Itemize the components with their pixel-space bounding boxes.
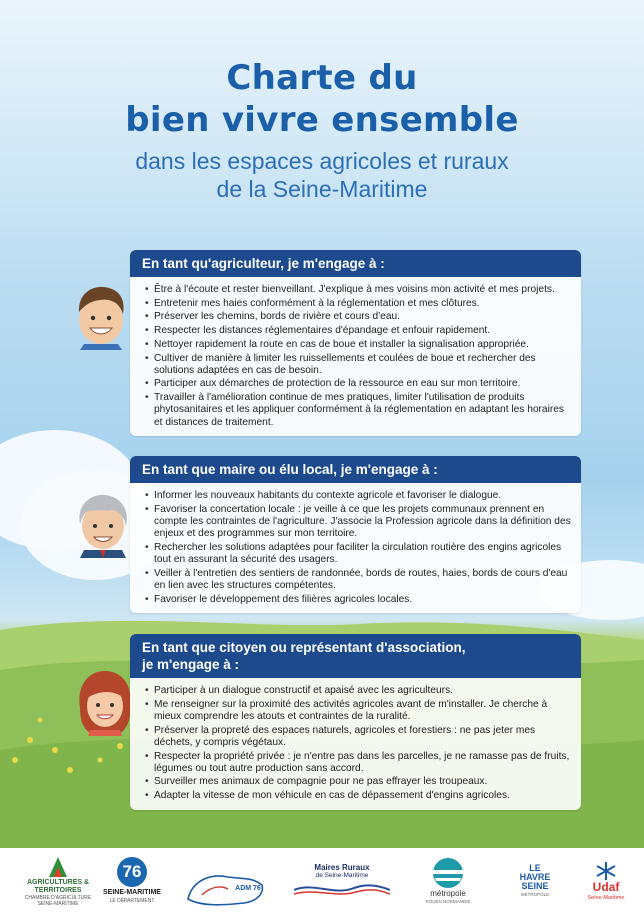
list-item: • Veiller à l'entretien des sentiers de randonnée, bords de routes, haies, bords de cours d'eau en lien avec les structures compétentes. <box>154 568 571 592</box>
farmer-section-heading: En tant qu'agriculteur, je m'engage à : <box>130 250 581 277</box>
list-item: • Respecter la propriété privée : je n'entre pas dans les parcelles, je ne ramasse pas de fruits, légumes ou tout autre production sans accord. <box>154 751 571 775</box>
page-title-line2: bien vivre ensemble <box>125 100 519 140</box>
adm76-logo <box>178 848 278 914</box>
adm-logo-text: ADM 76 <box>235 885 261 892</box>
agriculture-leaf-icon <box>45 855 71 879</box>
maires-logo-text: Maires Ruraux <box>314 863 370 872</box>
mayor-commitments-box <box>130 456 581 613</box>
partner-logos-bar <box>0 848 644 917</box>
farmer-commitments-box <box>130 250 581 436</box>
havre-logo-line3: SEINE <box>521 880 549 891</box>
mayor-section-heading: En tant que maire ou élu local, je m'engage à : <box>130 456 581 483</box>
list-item: • Être à l'écoute et rester bienveillant. J'explique à mes voisins mon activité et mes projets. <box>154 284 571 296</box>
list-item: • Participer à un dialogue constructif et apaisé avec les agriculteurs. <box>154 685 571 697</box>
citizen-avatar-icon <box>74 668 136 736</box>
havre-logo-line2: HAVRE <box>519 871 551 882</box>
metro-logo-text: métropole <box>430 889 466 898</box>
sm-number-badge: 76 <box>117 857 147 887</box>
list-item: • Me renseigner sur la proximité des activités agricoles avant de m'installer. Je cherche à mieux comprendre les atouts et contraintes de la ruralité. <box>154 699 571 723</box>
udaf-logo-text: Udaf <box>592 879 620 894</box>
metropole-rouen-logo <box>416 848 480 914</box>
sm-logo-subtext: LE DÉPARTEMENT <box>109 898 155 904</box>
havre-logo-subtext: MÉTROPOLE <box>520 891 550 897</box>
udaf-star-icon <box>595 861 617 881</box>
udaf-logo-subtext: Seine-Maritime <box>587 894 625 901</box>
list-item: • Travailler à l'amélioration continue de mes pratiques, limiter l'utilisation de produits phytosanitaires et les appliquer conformément à la réglementation en adaptant les horaires et distances de traitement. <box>154 392 571 429</box>
list-item: • Rechercher les solutions adaptées pour faciliter la circulation routière des engins agricoles tout en assurant la sécurité des usagers. <box>154 542 571 566</box>
list-item: • Entretenir mes haies conformément à la réglementation et mes clôtures. <box>154 298 571 310</box>
page-subtitle-line2: de la Seine-Maritime <box>216 176 428 202</box>
citizen-commitments-list <box>130 678 581 810</box>
page-subtitle-line1: dans les espaces agricoles et ruraux <box>135 148 509 174</box>
seine-maritime-logo <box>102 848 162 914</box>
citizen-section-heading: En tant que citoyen ou représentant d'association, je m'engage à : <box>130 634 581 678</box>
havre-logo-line1: LE <box>529 862 541 873</box>
mayor-avatar-icon <box>72 490 134 558</box>
sm-logo-text: SEINE-MARITIME <box>103 889 161 896</box>
list-item: • Favoriser le développement des filières agricoles locales. <box>154 594 571 606</box>
list-item: • Participer aux démarches de protection de la ressource en eau sur mon territoire. <box>154 378 571 390</box>
agri-logo-text: AGRICULTURES & TERRITOIRES <box>26 879 90 894</box>
farmer-commitments-list <box>130 277 581 436</box>
page-title-line1: Charte du <box>226 58 418 98</box>
agri-logo-subtext: CHAMBRE D'AGRICULTURE SEINE-MARITIME <box>24 895 92 907</box>
le-havre-seine-logo <box>506 848 564 914</box>
list-item: • Préserver la propreté des espaces naturels, agricoles et forestiers : ne pas jeter mes déchets, y compris végétaux. <box>154 725 571 749</box>
list-item: • Informer les nouveaux habitants du contexte agricole et favoriser le dialogue. <box>154 490 571 502</box>
list-item: • Favoriser la concertation locale : je veille à ce que les projets communaux prennent en compte les contraintes de l'agriculture. J'associe la Profession agricole dans la définition des enjeux et des programmes sur mon territoire. <box>154 504 571 541</box>
metro-logo-subtext: ROUEN NORMANDIE <box>425 899 471 904</box>
maires-logo-subtext: de Seine-Maritime <box>315 872 369 879</box>
farmer-avatar-icon <box>70 282 132 350</box>
udaf-logo <box>580 848 632 914</box>
maires-ruraux-logo <box>290 848 394 914</box>
list-item: • Préserver les chemins, bords de rivière et cours d'eau. <box>154 311 571 323</box>
list-item: • Cultiver de manière à limiter les ruissellements et coulées de boue et rechercher des solutions adaptées en cas de besoin. <box>154 353 571 377</box>
metropole-globe-icon <box>430 856 466 890</box>
mayor-commitments-list <box>130 483 581 613</box>
citizen-commitments-box <box>130 634 581 810</box>
maires-wave-icon <box>294 880 390 898</box>
list-item: • Surveiller mes animaux de compagnie pour ne pas effrayer les troupeaux. <box>154 776 571 788</box>
chambre-agriculture-logo <box>22 848 94 914</box>
list-item: • Nettoyer rapidement la route en cas de boue et installer la signalisation appropriée. <box>154 339 571 351</box>
list-item: • Respecter les distances réglementaires d'épandage et enfouir rapidement. <box>154 325 571 337</box>
list-item: • Adapter la vitesse de mon véhicule en cas de dépassement d'engins agricoles. <box>154 790 571 802</box>
